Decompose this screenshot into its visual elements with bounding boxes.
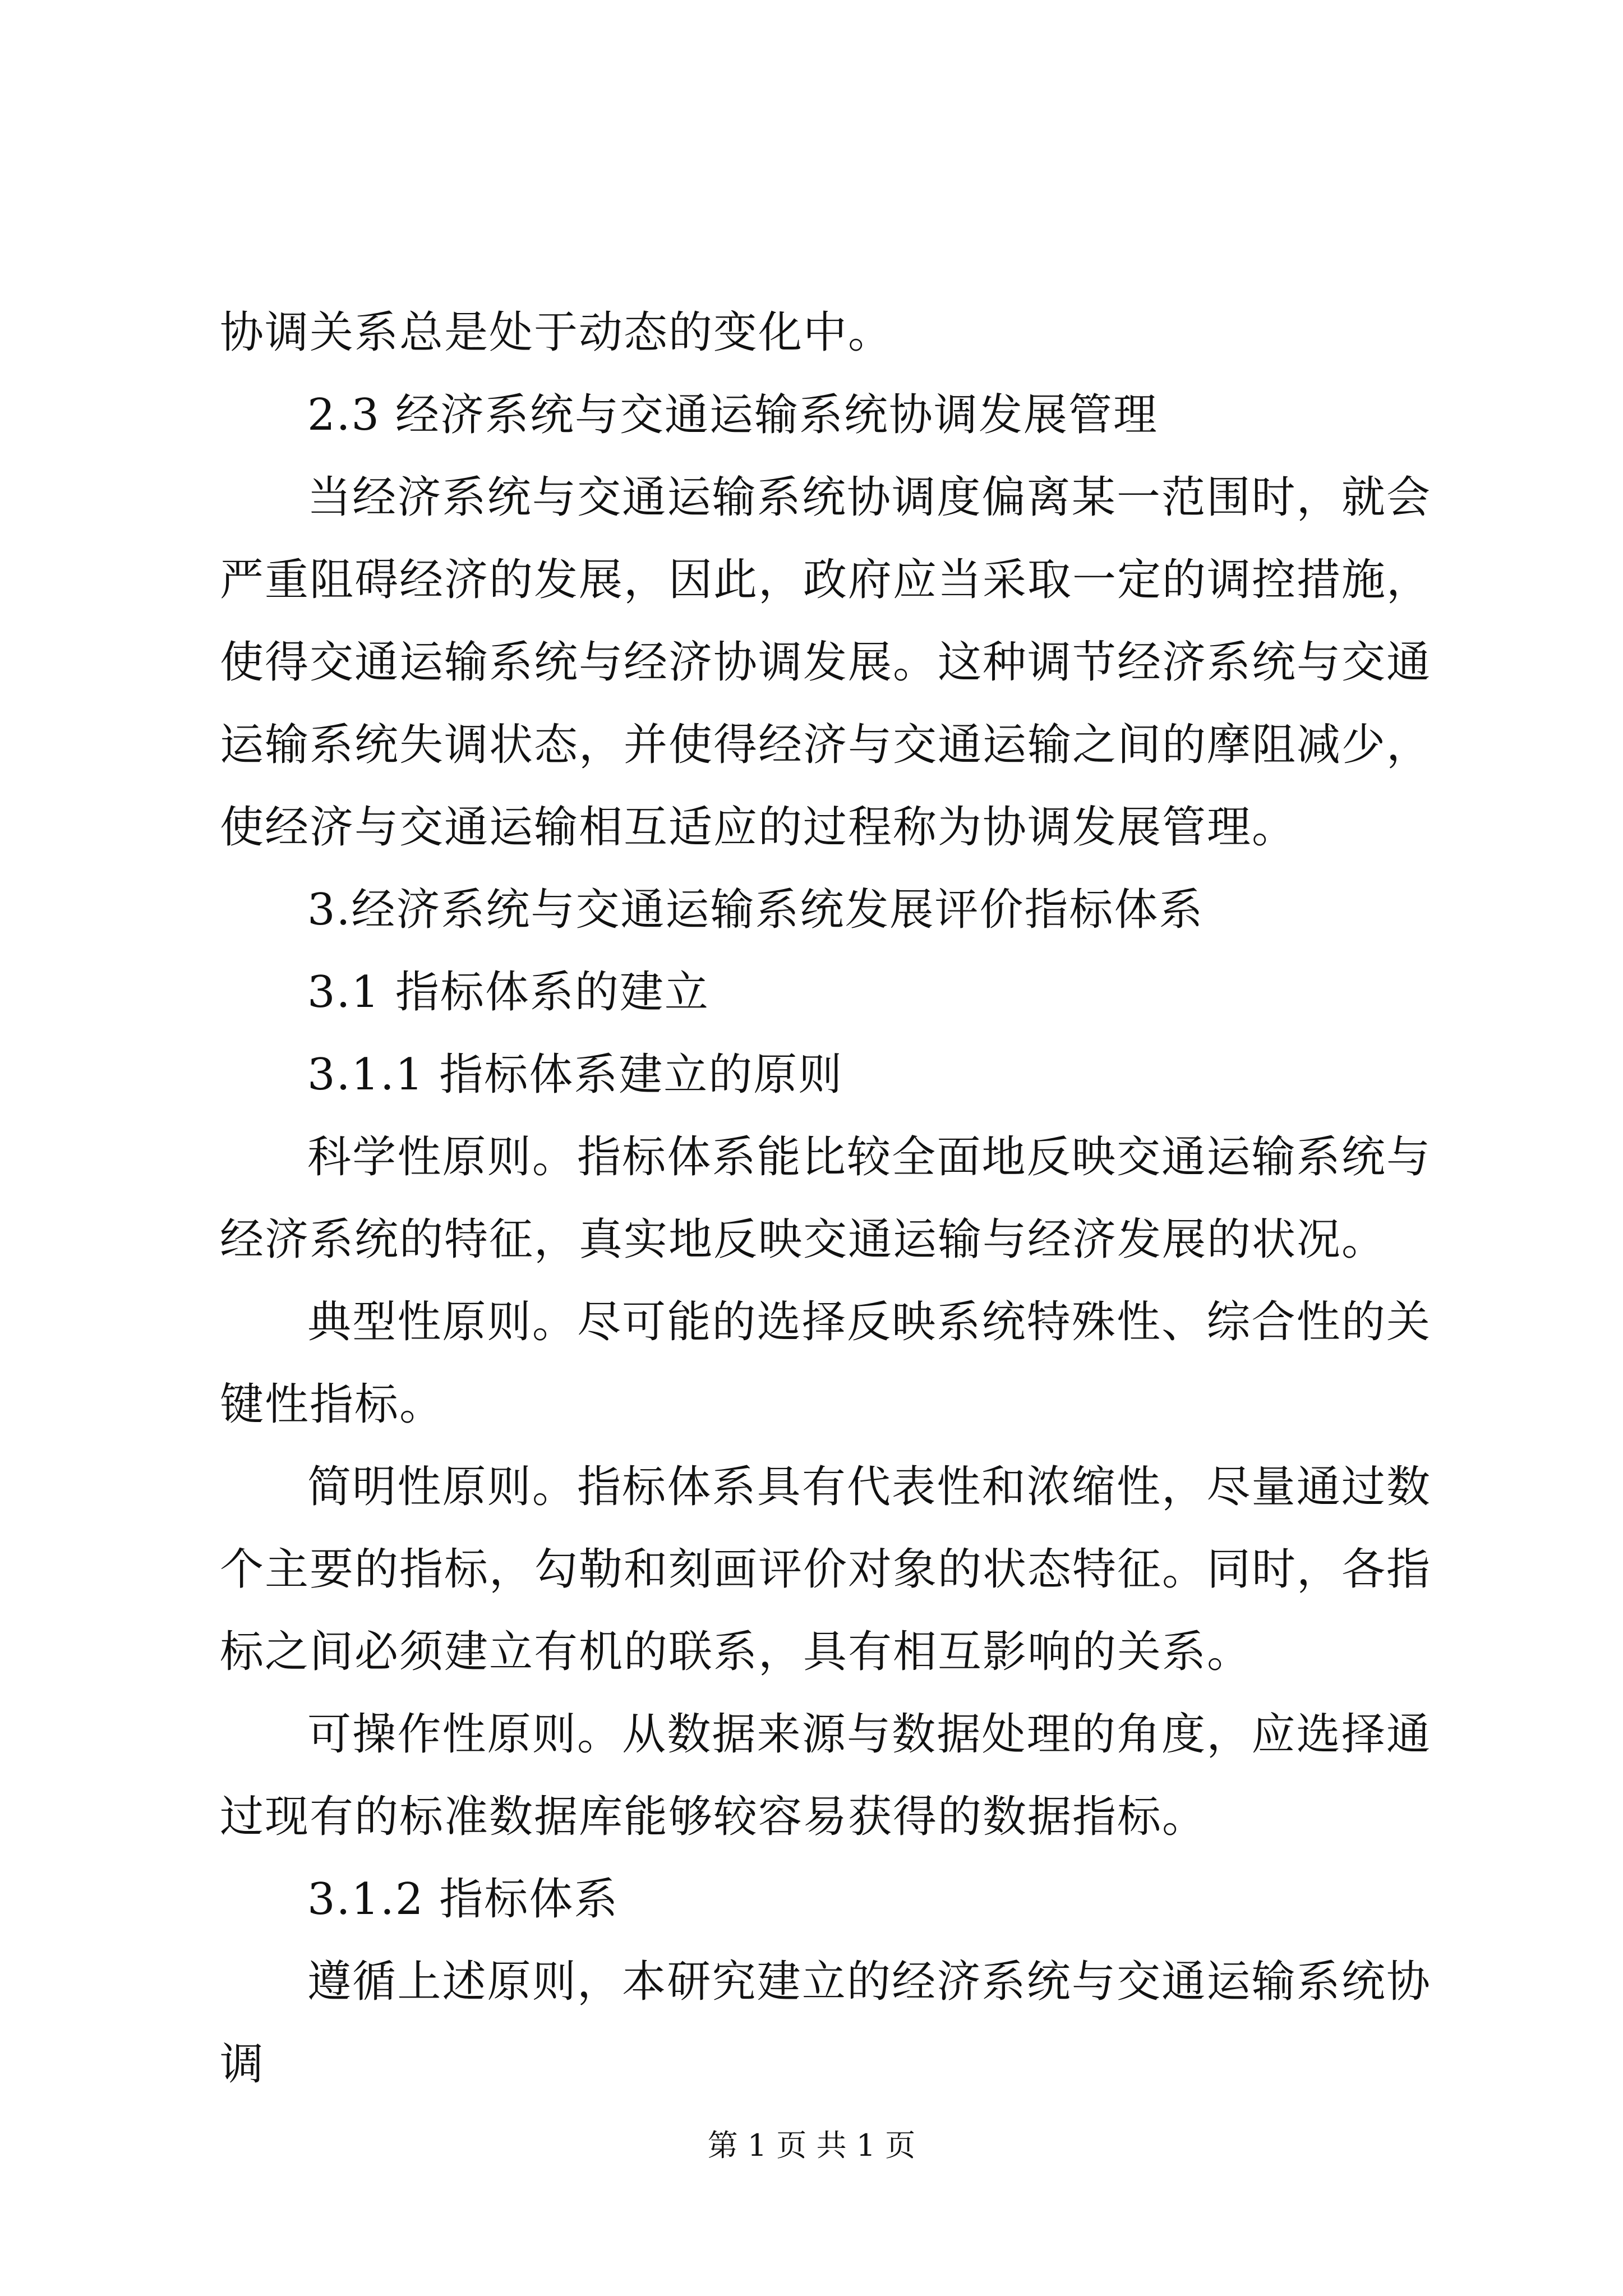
paragraph-concise-principle: 简明性原则。指标体系具有代表性和浓缩性，尽量通过数个主要的指标，勾勒和刻画评价对象的状态特征。同时，各指标之间必须建立有机的联系，具有相互影响的关系。	[220, 1462, 1432, 1677]
paragraph-operability-principle: 可操作性原则。从数据来源与数据处理的角度，应选择通过现有的标准数据库能够较容易获得的数据指标。	[220, 1709, 1431, 1842]
section-heading-3: 3.经济系统与交通运输系统发展评价指标体系	[307, 885, 1204, 935]
paragraph-1: 协调关系总是处于动态的变化中。	[220, 307, 893, 358]
section-heading-3-1: 3.1 指标体系的建立	[307, 967, 709, 1018]
section-heading-3-1-2: 3.1.2 指标体系	[307, 1874, 619, 1925]
paragraph-scientific-principle: 科学性原则。指标体系能比较全面地反映交通运输系统与经济系统的特征，真实地反映交通运输与经济发展的状况。	[220, 1132, 1431, 1265]
section-heading-3-1-1: 3.1.1 指标体系建立的原则	[307, 1050, 843, 1100]
paragraph-coordination-management: 当经济系统与交通运输系统协调度偏离某一范围时，就会严重阻碍经济的发展，因此，政府应当采取一定的调控措施，使得交通运输系统与经济协调发展。这种调节经济系统与交通运输系统失调状态，并使得经济与交通运输之间的摩阻减少，使经济与交通运输相互适应的过程称为协调发展管理。	[220, 472, 1432, 853]
page-number-label: 第 1 页 共 1 页	[707, 2128, 916, 2163]
paragraph-typical-principle: 典型性原则。尽可能的选择反映系统特殊性、综合性的关键性指标。	[220, 1297, 1431, 1430]
paragraph-index-system: 遵循上述原则，本研究建立的经济系统与交通运输系统协调	[220, 1957, 1431, 2090]
section-heading-2-3: 2.3 经济系统与交通运输系统协调发展管理	[307, 390, 1158, 440]
body-text	[220, 292, 1431, 2106]
page-footer	[0, 2126, 1623, 2165]
